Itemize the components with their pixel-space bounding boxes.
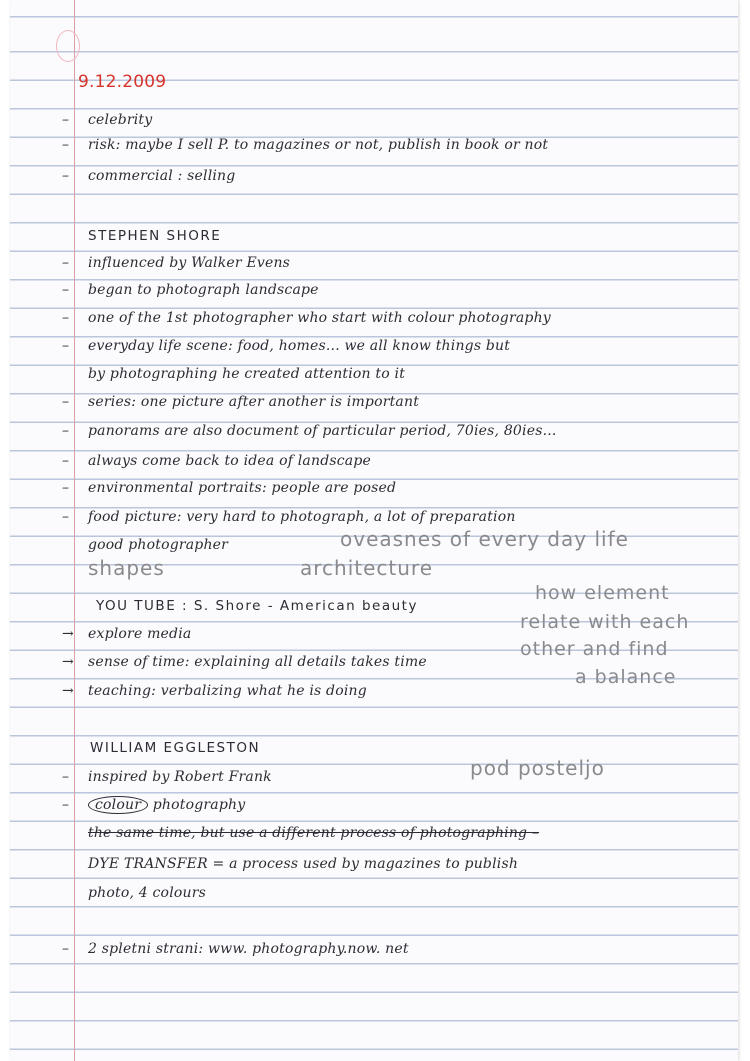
note-line: – risk: maybe I sell P. to magazines or not, publish in book or not <box>62 137 549 153</box>
section-heading: STEPHEN SHORE <box>88 228 222 244</box>
note-line: – panorams are also document of particular period, 70ies, 80ies... <box>62 423 557 439</box>
note-line: → sense of time: explaining all details takes time <box>62 654 427 670</box>
note-line: – influenced by Walker Evens <box>62 255 291 271</box>
note-line: DYE TRANSFER = a process used by magazines to publish <box>88 856 519 872</box>
date: 9.12.2009 <box>78 72 167 92</box>
note-line: – always come back to idea of landscape <box>62 453 371 469</box>
note-line: photo, 4 colours <box>88 885 206 901</box>
pencil-note-balance: relate with each <box>520 611 690 633</box>
note-line: – inspired by Robert Frank <box>62 769 272 785</box>
pencil-note-pod-posteljo: pod posteljo <box>470 756 605 780</box>
note-line: – colour photography <box>62 797 246 813</box>
note-line: – series: one picture after another is important <box>62 394 420 410</box>
note-line: – environmental portraits: people are posed <box>62 480 397 496</box>
note-line: – food picture: very hard to photograph, a lot of preparation <box>62 509 516 525</box>
pencil-note-balance: other and find <box>520 638 669 660</box>
note-line: → teaching: verbalizing what he is doing <box>62 683 367 699</box>
notebook-page <box>10 0 738 1061</box>
circled-word: colour <box>88 796 148 814</box>
youtube-heading: YOU TUBE : S. Shore - American beauty <box>96 598 418 614</box>
margin-line <box>74 0 75 1061</box>
note-line: – celebrity <box>62 112 153 128</box>
pencil-note-balance: a balance <box>575 666 677 688</box>
pencil-note-balance: how element <box>535 582 670 604</box>
note-line: – everyday life scene: food, homes... we all know things but <box>62 338 511 354</box>
punch-hole-mark <box>56 30 80 62</box>
note-line: – began to photograph landscape <box>62 282 319 298</box>
note-line: by photographing he created attention to it <box>88 366 406 382</box>
note-line: good photographer <box>88 537 229 553</box>
note-line: – one of the 1st photographer who start with colour photography <box>62 310 551 326</box>
note-line: the same time, but use a different process of photographing – <box>88 825 540 841</box>
section-heading: WILLIAM EGGLESTON <box>90 740 261 756</box>
pencil-note-oveasnes: oveasnes of every day life <box>340 527 629 551</box>
note-line: – commercial : selling <box>62 168 236 184</box>
pencil-note-shapes: shapes <box>88 556 165 580</box>
note-line: → explore media <box>62 626 192 642</box>
note-line: – 2 spletni strani: www. photography.now. net <box>62 941 409 957</box>
pencil-note-architecture: architecture <box>300 556 434 580</box>
